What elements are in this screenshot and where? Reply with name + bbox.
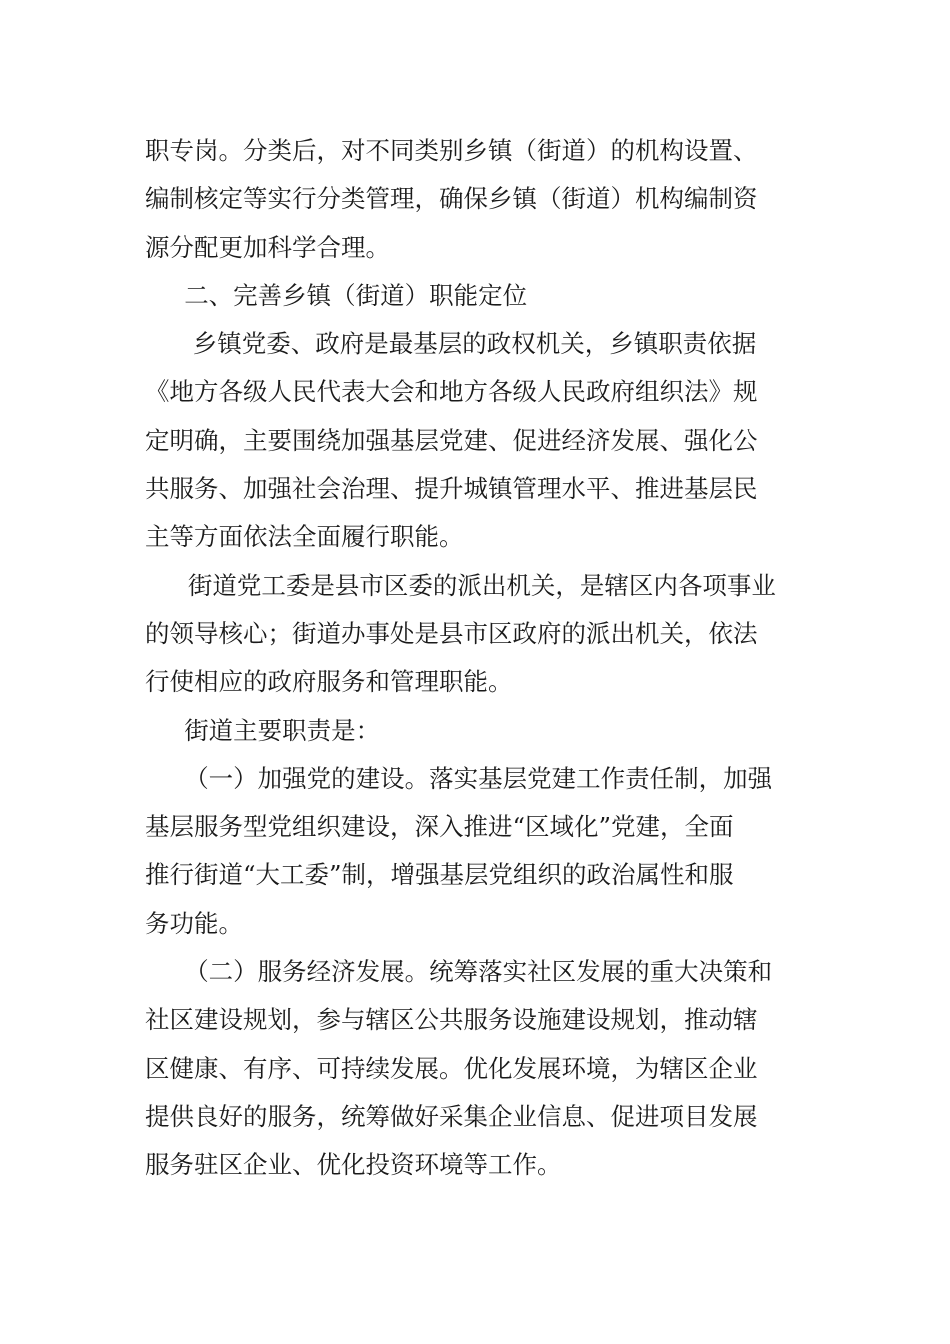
text-line: 定明确，主要围绕加强基层党建、促进经济发展、强化公 xyxy=(145,425,758,455)
text-line: 乡镇党委、政府是最基层的政权机关，乡镇职责依据 xyxy=(192,329,757,359)
text-line: 提供良好的服务，统筹做好采集企业信息、促进项目发展 xyxy=(145,1101,758,1131)
text-line: 编制核定等实行分类管理，确保乡镇（街道）机构编制资 xyxy=(145,184,758,214)
text-line: 区健康、有序、可持续发展。优化发展环境，为辖区企业 xyxy=(145,1053,758,1083)
paragraph-township-duties xyxy=(145,320,810,561)
paragraph-party-building xyxy=(145,755,810,948)
text-line: 社区建设规划，参与辖区公共服务设施建设规划，推动辖 xyxy=(145,1005,758,1035)
text-line: 行使相应的政府服务和管理职能。 xyxy=(145,667,513,697)
text-line: 的领导核心；街道办事处是县市区政府的派出机关，依法 xyxy=(145,618,758,648)
text-line: 推行街道“大工委”制，增强基层党组织的政治属性和服 xyxy=(145,860,734,890)
paragraph-continued xyxy=(145,127,810,272)
text-line: 街道主要职责是： xyxy=(184,715,381,745)
text-line: 《地方各级人民代表大会和地方各级人民政府组织法》规 xyxy=(145,377,758,407)
text-line: 服务驻区企业、优化投资环境等工作。 xyxy=(145,1150,562,1180)
section-heading xyxy=(145,272,810,320)
document-body xyxy=(145,127,810,1190)
text-line: 职专岗。分类后，对不同类别乡镇（街道）的机构设置、 xyxy=(145,136,758,165)
heading-text: 二、完善乡镇（街道）职能定位 xyxy=(184,280,528,310)
paragraph-street-office xyxy=(145,562,810,707)
text-line: 基层服务型党组织建设，深入推进“区域化”党建，全面 xyxy=(145,812,734,842)
text-line: 共服务、加强社会治理、提升城镇管理水平、推进基层民 xyxy=(145,474,758,504)
paragraph-main-duties-intro xyxy=(145,707,810,755)
text-line: 务功能。 xyxy=(145,908,243,938)
text-line: 源分配更加科学合理。 xyxy=(145,232,390,262)
paragraph-economic-development xyxy=(145,948,810,1189)
text-line: （一）加强党的建设。落实基层党建工作责任制，加强 xyxy=(184,763,773,793)
text-line: （二）服务经济发展。统筹落实社区发展的重大决策和 xyxy=(184,957,773,987)
text-line: 主等方面依法全面履行职能。 xyxy=(145,522,464,552)
text-line: 街道党工委是县市区委的派出机关，是辖区内各项事业 xyxy=(187,570,776,600)
